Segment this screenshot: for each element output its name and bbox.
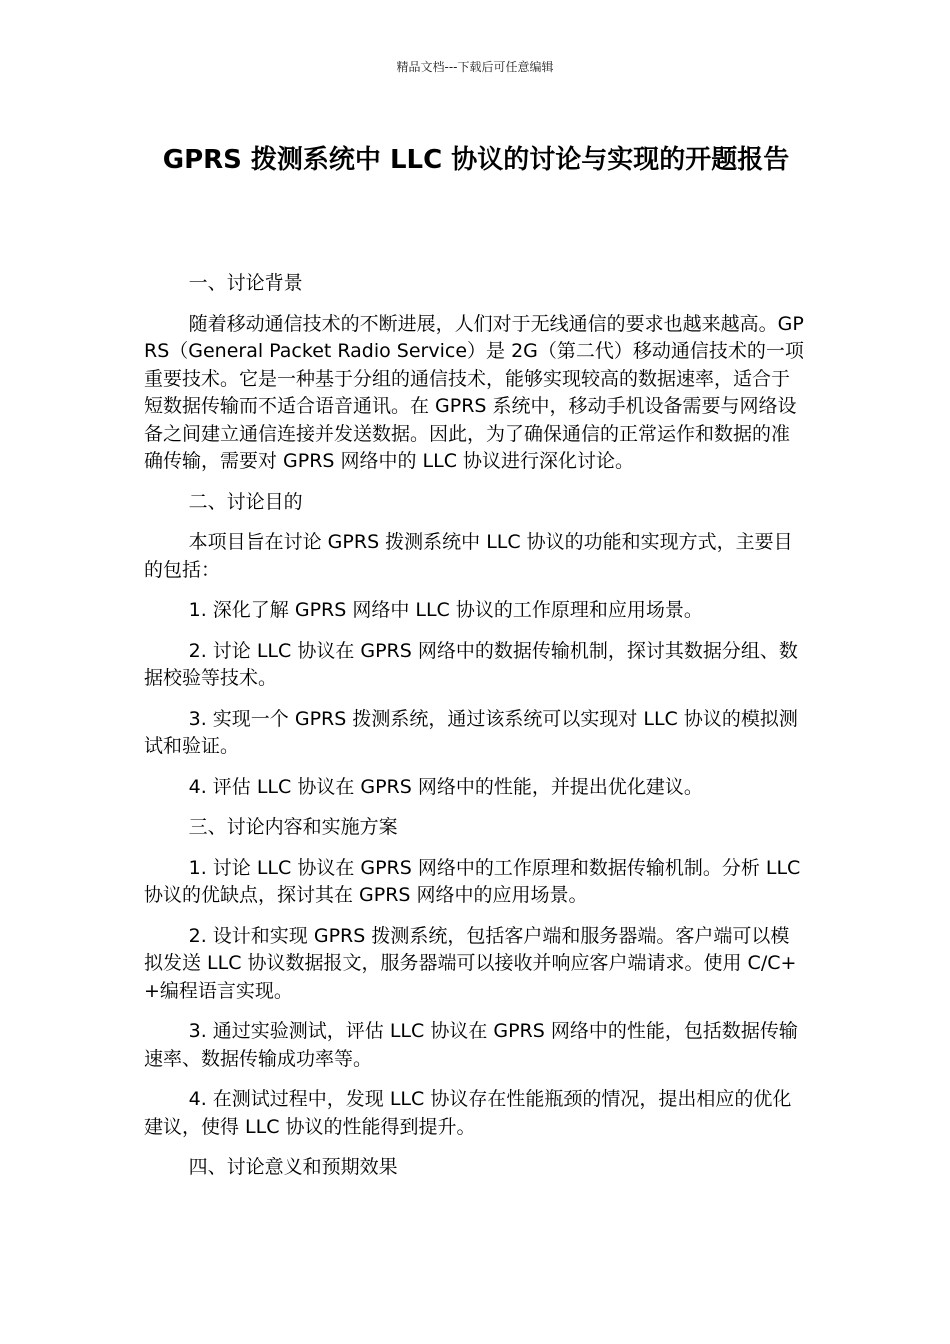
section-heading-background: 一、讨论背景 [188,272,303,294]
purpose-item-3: 3. 实现一个 GPRS 拨测系统，通过该系统可以实现对 LLC 协议的模拟测试和验证。 [144,707,798,757]
section-heading-significance: 四、讨论意义和预期效果 [188,1156,398,1178]
document-title: GPRS 拨测系统中 LLC 协议的讨论与实现的开题报告 [162,145,790,175]
purpose-item-4: 4. 评估 LLC 协议在 GPRS 网络中的性能，并提出优化建议。 [188,775,703,798]
section-heading-content-plan: 三、讨论内容和实施方案 [188,816,398,838]
page-header-note: 精品文档---下载后可任意编辑 [396,60,554,74]
paragraph-purpose-intro: 本项目旨在讨论 GPRS 拨测系统中 LLC 协议的功能和实现方式，主要目的包括： [144,531,793,581]
document-body [144,270,808,1195]
plan-item-3: 3. 通过实验测试，评估 LLC 协议在 GPRS 网络中的性能，包括数据传输速率、数据传输成功率等。 [144,1020,798,1070]
plan-item-1: 1. 讨论 LLC 协议在 GPRS 网络中的工作原理和数据传输机制。分析 LLC 协议的优缺点，探讨其在 GPRS 网络中的应用场景。 [144,856,801,906]
section-heading-purpose: 二、讨论目的 [188,490,303,513]
plan-item-2: 2. 设计和实现 GPRS 拨测系统，包括客户端和服务器端。客户端可以模拟发送 LLC 协议数据报文，服务器端可以接收并响应客户端请求。使用 C/C++编程语言实现。 [144,924,797,1002]
plan-item-4: 4. 在测试过程中，发现 LLC 协议存在性能瓶颈的情况，提出相应的优化建议，使得 LLC 协议的性能得到提升。 [144,1088,792,1138]
purpose-item-1: 1. 深化了解 GPRS 网络中 LLC 协议的工作原理和应用场景。 [188,599,703,621]
purpose-item-2: 2. 讨论 LLC 协议在 GPRS 网络中的数据传输机制，探讨其数据分组、数据校验等技术。 [144,639,798,689]
paragraph-background: 随着移动通信技术的不断进展，人们对于无线通信的要求也越来越高。GPRS（General Packet Radio Service）是 2G（第二代）移动通信技术的一项重要技术。它是一种基于分组的通信技术，能够实现较高的数据速率，适合于短数据传输而不适合语音通讯。在 GPRS 系统中，移动手机设备需要与网络设备之间建立通信连接并发送数据。因此，为了确保通信的正常运作和数据的准确传输，需要对 GPRS 网络中的 LLC 协议进行深化讨论。 [144,312,804,472]
